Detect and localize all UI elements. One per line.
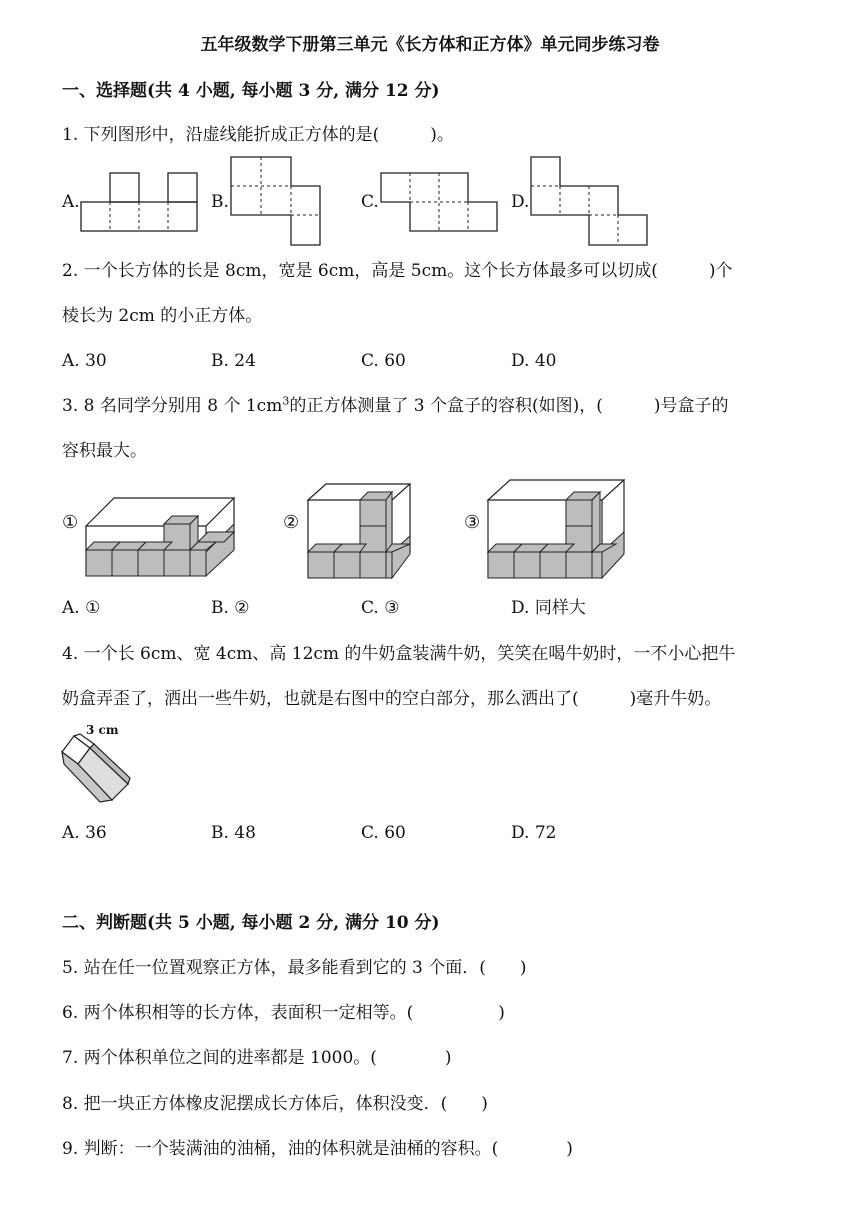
q4-option-c: C. 60	[361, 823, 406, 843]
net-b-figure	[230, 156, 322, 246]
q3-line2: 容积最大。	[62, 441, 147, 461]
box1-label: ①	[62, 512, 79, 533]
q2-option-a: A. 30	[62, 351, 107, 371]
net-d-figure	[530, 156, 650, 246]
q1-label-a: A.	[62, 192, 80, 212]
section2-heading: 二、判断题(共 5 小题, 每小题 2 分, 满分 10 分)	[62, 913, 440, 933]
q4-option-a: A. 36	[62, 823, 107, 843]
q1-label-c: C.	[361, 192, 379, 212]
q2-line2: 棱长为 2cm 的小正方体。	[62, 306, 263, 326]
judge-item-8: 8. 把一块正方体橡皮泥摆成长方体后，体积没变．( )	[62, 1094, 488, 1114]
q2-option-b: B. 24	[211, 351, 256, 371]
q3-superscript: 3	[282, 394, 290, 408]
q3-line1-b: 的正方体测量了 3 个盒子的容积(如图)，( )号盒子的	[289, 396, 729, 416]
q4-line1: 4. 一个长 6cm、宽 4cm、高 12cm 的牛奶盒装满牛奶，笑笑在喝牛奶时，一不小心把牛	[62, 644, 736, 664]
box3-label: ③	[464, 512, 481, 533]
q3-option-d: D. 同样大	[511, 598, 586, 618]
box2-label: ②	[283, 512, 300, 533]
milk-box-figure	[60, 730, 132, 806]
q1-text: 1. 下列图形中，沿虚线能折成正方体的是( )。	[62, 125, 454, 145]
box1-figure	[84, 494, 236, 578]
q2-line1: 2. 一个长方体的长是 8cm，宽是 6cm，高是 5cm。这个长方体最多可以切成( )个	[62, 261, 733, 281]
net-c-figure	[380, 172, 500, 232]
q3-option-a: A. ①	[62, 598, 101, 618]
q2-option-c: C. 60	[361, 351, 406, 371]
box3-figure	[486, 478, 626, 580]
q4-line2: 奶盒弄歪了，洒出一些牛奶，也就是右图中的空白部分，那么洒出了( )毫升牛奶。	[62, 689, 722, 709]
judge-item-9: 9. 判断：一个装满油的油桶，油的体积就是油桶的容积。( )	[62, 1139, 573, 1159]
q3-option-b: B. ②	[211, 598, 250, 618]
q1-label-d: D.	[511, 192, 530, 212]
section1-heading: 一、选择题(共 4 小题, 每小题 3 分, 满分 12 分)	[62, 81, 440, 101]
q3-line1-a: 3. 8 名同学分别用 8 个 1cm	[62, 396, 283, 416]
milk-box-label: 3 cm	[86, 723, 119, 737]
q3-option-c: C. ③	[361, 598, 400, 618]
q4-option-b: B. 48	[211, 823, 256, 843]
q4-option-d: D. 72	[511, 823, 557, 843]
q3-line1	[62, 395, 728, 417]
judge-item-5: 5. 站在任一位置观察正方体，最多能看到它的 3 个面．( )	[62, 958, 527, 978]
q1-label-b: B.	[211, 192, 229, 212]
net-a-figure	[80, 172, 200, 232]
q2-option-d: D. 40	[511, 351, 557, 371]
judge-item-7: 7. 两个体积单位之间的进率都是 1000。( )	[62, 1048, 452, 1068]
judge-item-6: 6. 两个体积相等的长方体，表面积一定相等。( )	[62, 1003, 505, 1023]
box2-figure	[306, 482, 412, 580]
page-title: 五年级数学下册第三单元《长方体和正方体》单元同步练习卷	[200, 35, 660, 55]
